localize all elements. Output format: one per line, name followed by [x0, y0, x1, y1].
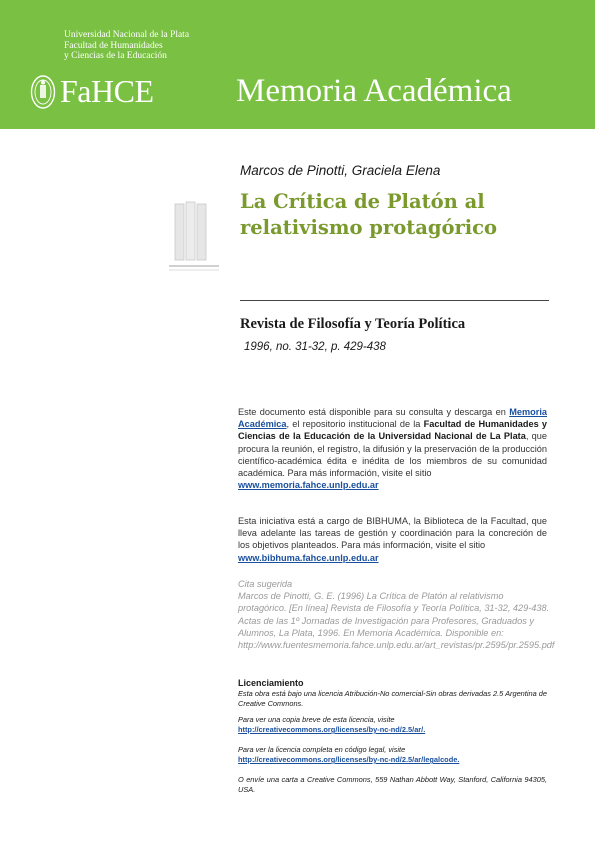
license-text: Esta obra está bajo una licencia Atribución-No comercial-Sin obras derivadas 2.5 Argentina de Creative Commons.	[238, 689, 547, 708]
university-seal-icon	[30, 74, 56, 110]
license-short-link[interactable]: http://creativecommons.org/licenses/by-nc-nd/2.5/ar/.	[238, 725, 426, 734]
license-full-link[interactable]: http://creativecommons.org/licenses/by-nc-nd/2.5/ar/legalcode.	[238, 755, 460, 764]
bibhuma-paragraph	[238, 515, 547, 564]
faculty-name: Facultad de Humanidades y Ciencias de la Educación de la Universidad Nacional de La Plata	[238, 419, 547, 442]
citation-label: Cita sugerida	[238, 579, 293, 589]
license-full-block	[238, 745, 547, 765]
license-address: O envíe una carta a Creative Commons, 559 Nathan Abbott Way, Stanford, California 94305, USA.	[238, 775, 547, 794]
license-short-block	[238, 715, 547, 735]
license-text: Para ver la licencia completa en código legal, visite	[238, 745, 406, 754]
institution-line: y Ciencias de la Educación	[64, 51, 167, 61]
books-icon	[165, 198, 223, 273]
memoria-url-link[interactable]: www.memoria.fahce.unlp.edu.ar	[238, 480, 379, 491]
availability-paragraph	[238, 406, 547, 491]
institution-name	[64, 30, 189, 62]
suggested-citation	[238, 578, 555, 651]
issue-info: 1996, no. 31-32, p. 429-438	[244, 341, 386, 353]
bibhuma-url-link[interactable]: www.bibhuma.fahce.unlp.edu.ar	[238, 552, 379, 563]
fahce-logo: FaHCE	[60, 73, 154, 109]
divider	[240, 300, 549, 301]
paragraph-text: Este documento está disponible para su consulta y descarga en	[238, 407, 506, 417]
journal-name: Revista de Filosofía y Teoría Política	[240, 316, 466, 332]
institution-line: Universidad Nacional de la Plata	[64, 30, 190, 40]
document-author: Marcos de Pinotti, Graciela Elena	[240, 163, 441, 178]
paragraph-text: , el repositorio institucional de la	[286, 419, 421, 430]
institution-line: Facultad de Humanidades	[64, 40, 163, 51]
paragraph-text: Esta iniciativa está a cargo de BIBHUMA, la Biblioteca de la Facultad, que lleva adelante las tareas de gestión y coordinación para la concreción de los objetivos planteados. Para más información, visite el sitio	[238, 516, 547, 551]
license-text: Para ver una copia breve de esta licencia, visite	[238, 715, 395, 724]
citation-text: Marcos de Pinotti, G. E. (1996) La Crítica de Platón al relativismo protagórico. [En línea] Revista de Filosofía y Teoría Política, 31-32, 429-438. Actas de las 1º Jornadas de Investigación para Profesores, Graduados y Alumnos, La Plata, 1996. En Memoria Académica. Disponible en: http://www.fuentesmemoria.fahce.unlp.edu.ar/art_revistas/pr.2595/pr.2595.pdf	[238, 591, 555, 651]
paragraph-text: , que procura la reunión, el registro, la difusión y la preservación de la producción científico-académica édita e inédita de los miembros de su comunidad académica. Para más información, visite el sitio	[238, 431, 547, 479]
repository-name: Memoria Académica	[236, 73, 512, 109]
document-title: La Crítica de Platón al relativismo protagórico	[240, 190, 498, 239]
license-heading: Licenciamiento	[238, 678, 304, 688]
header-banner	[0, 0, 595, 129]
memoria-academica-link[interactable]: Memoria Académica	[238, 407, 547, 430]
